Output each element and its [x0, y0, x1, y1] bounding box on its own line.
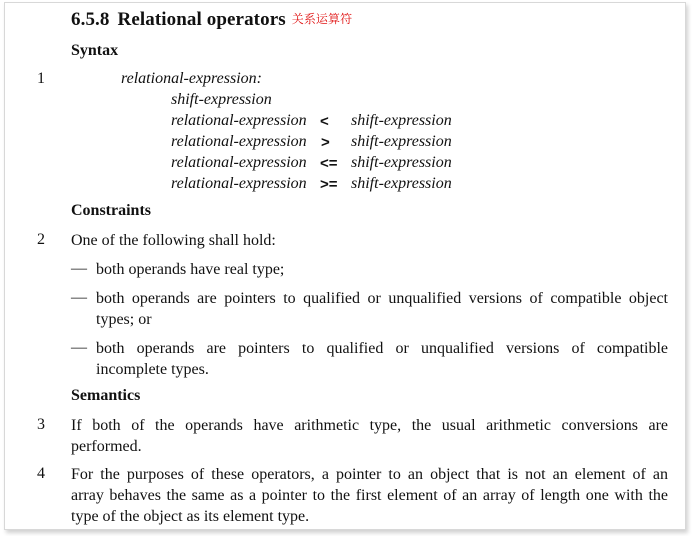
paragraph-number-4: 4 [37, 465, 45, 482]
paragraph-4-line-2: array behaves the same as a pointer to the first element of an array of length one with the [71, 487, 668, 504]
operator-ge: >= [320, 176, 338, 193]
syntax-alt-ge [171, 175, 471, 196]
syntax-rhs: shift-expression [351, 133, 452, 150]
document-page [4, 2, 686, 530]
list-dash: — [71, 289, 87, 306]
syntax-lhs: relational-expression [171, 175, 307, 192]
semantics-heading: Semantics [71, 387, 141, 404]
constraint-item-1 [96, 259, 668, 280]
constraint-item-3-line-2: incomplete types. [96, 361, 209, 378]
semantics-paragraph-3 [71, 415, 668, 457]
operator-gt: > [321, 134, 330, 151]
paragraph-3-line-2: performed. [71, 438, 142, 455]
paragraph-3-line-1: If both of the operands have arithmetic type, the usual arithmetic conversions are [71, 417, 668, 434]
syntax-lhs: relational-expression [171, 133, 307, 150]
constraint-item-1-line-1: both operands have real type; [96, 261, 285, 278]
paragraph-number-3: 3 [37, 416, 45, 433]
operator-le: <= [320, 155, 338, 172]
section-title-text: Relational operators [117, 9, 286, 30]
constraint-item-2-line-1: both operands are pointers to qualified or unqualified versions of compatible object [96, 290, 668, 307]
section-number: 6.5.8 [71, 9, 110, 30]
syntax-alt-lt [171, 112, 471, 133]
constraint-item-2 [96, 288, 668, 330]
syntax-lhs: relational-expression [171, 154, 307, 171]
syntax-heading: Syntax [71, 42, 119, 59]
section-annotation: 关系运算符 [291, 12, 353, 26]
syntax-alt-gt [171, 133, 471, 154]
syntax-lhs: relational-expression [171, 112, 307, 129]
operator-lt: < [320, 113, 329, 130]
semantics-paragraph-4 [71, 464, 668, 527]
constraint-item-2-line-2: types; or [96, 311, 152, 328]
constraints-intro: One of the following shall hold: [71, 232, 276, 249]
paragraph-4-line-3: type of the object as its element type. [71, 508, 310, 525]
list-dash: — [71, 339, 87, 356]
syntax-alt-shift: shift-expression [171, 91, 272, 108]
paragraph-number-1: 1 [37, 70, 45, 87]
syntax-rhs: shift-expression [351, 154, 452, 171]
syntax-rhs: shift-expression [351, 112, 452, 129]
list-dash: — [71, 260, 87, 277]
paragraph-4-line-1: For the purposes of these operators, a pointer to an object that is not an element of an [71, 466, 668, 483]
syntax-alt-le [171, 154, 471, 175]
section-title [71, 9, 352, 31]
syntax-rhs: shift-expression [351, 175, 452, 192]
constraint-item-3 [96, 338, 668, 380]
constraints-heading: Constraints [71, 202, 152, 219]
paragraph-number-2: 2 [37, 231, 45, 248]
constraint-item-3-line-1: both operands are pointers to qualified or unqualified versions of compatible [96, 340, 668, 357]
syntax-production-head: relational-expression: [121, 70, 263, 87]
